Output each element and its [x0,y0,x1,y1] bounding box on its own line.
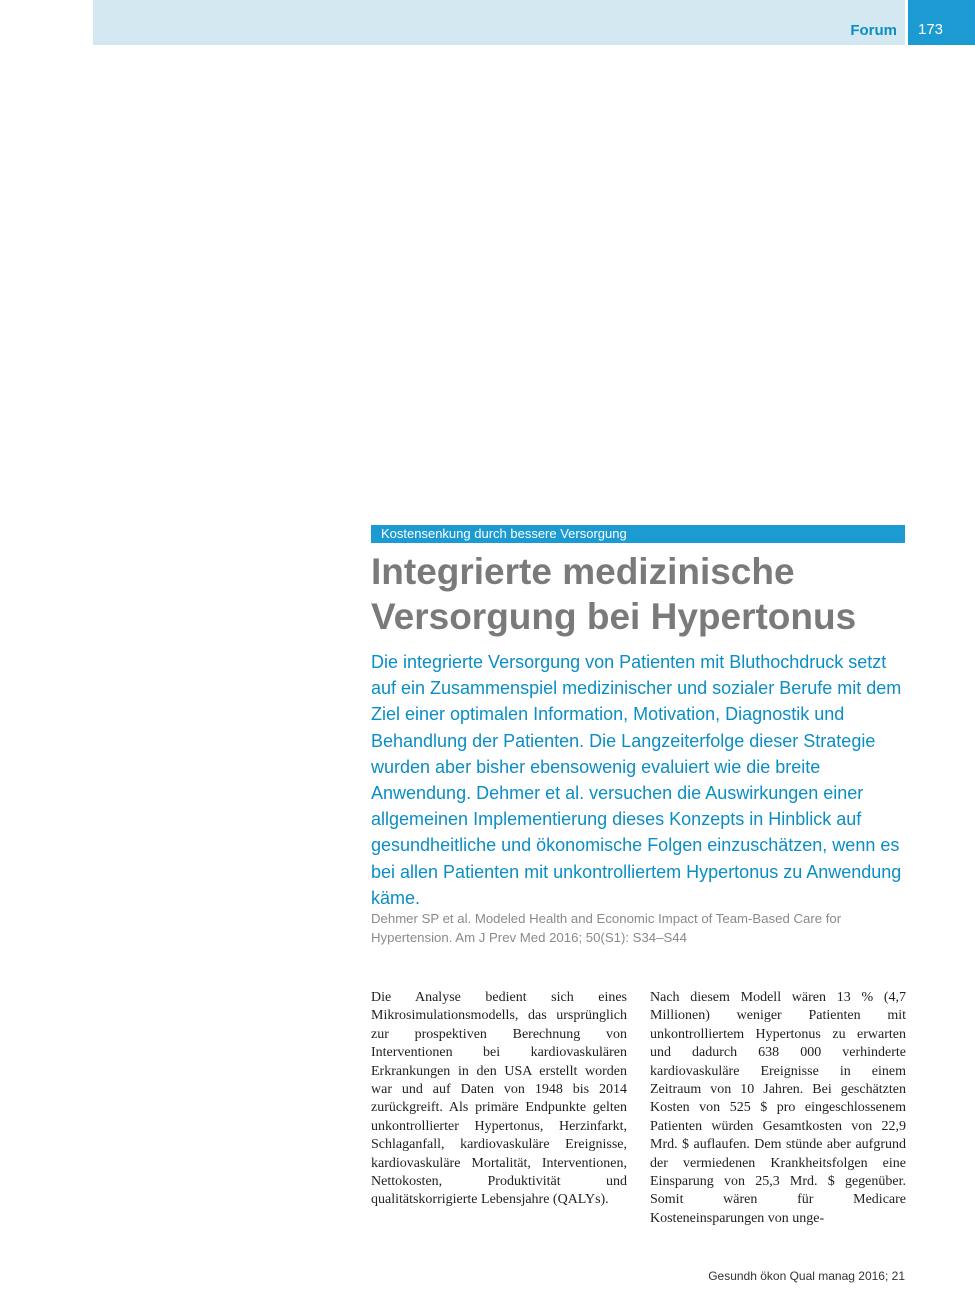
page-number: 173 [918,21,944,38]
body-column-left: Die Analyse bedient sich eines Mikrosimulationsmodells, das ursprünglich zur prospektiven Berechnung von Interventionen bei kardiovaskulären Erkrankungen in den USA erstellt worden war und auf Daten von 1948 bis 2014 zurückgreift. Als primäre Endpunkte gelten unkontrollierter Hypertonus, Herzinfarkt, Schlaganfall, kardiovaskuläre Ereignisse, kardiovaskuläre Mortalität, Interventionen, Nettokosten, Produktivität und qualitätskorrigierte Lebensjahre (QALYs). [371,990,627,1208]
title-line-2: Versorgung bei Hypertonus [371,596,857,637]
article-lead: Die integrierte Versorgung von Patienten mit Bluthochdruck setzt auf ein Zusammenspiel medizinischer und sozialer Berufe mit dem Ziel einer optimalen Information, Motivation, Diagnostik und Behandlung der Patienten. Die Langzeiterfolge dieser Strategie wurden aber bisher ebensowenig evaluiert wie die breite Anwendung. Dehmer et al. versuchen die Auswirkungen einer allgemeinen Implementierung dieses Konzepts in Hinblick auf gesundheitliche und ökonomische Folgen einzuschätzen, wenn es bei allen Patienten mit unkontrolliertem Hypertonus zu Anwendung käme. [371,652,902,908]
article-title [371,549,905,639]
header-band [93,0,905,45]
title-line-1: Integrierte medizinische [371,551,795,592]
article-reference: Dehmer SP et al. Modeled Health and Economic Impact of Team-Based Care for Hypertension. Am J Prev Med 2016; 50(S1): S34–S44 [371,911,842,945]
article-kicker: Kostensenkung durch bessere Versorgung [371,525,905,543]
page-number-box [908,0,975,45]
body-column-right: Nach diesem Modell wären 13 % (4,7 Millionen) weniger Patienten mit unkontrolliertem Hypertonus zu erwarten und dadurch 638 000 verhinderte kardiovaskuläre Ereignisse in einem Zeitraum von 10 Jahren. Bei geschätzten Kosten von 525 $ pro eingeschlossenem Patienten würden Gesamtkosten von 22,9 Mrd. $ auflaufen. Dem stünde aber aufgrund der vermiedenen Krankheitsfolgen eine Einsparung von 25,3 Mrd. $ gegenüber. Somit wären für Medicare Kosteneinsparungen von unge- [650,990,906,1226]
section-label: Forum [850,22,897,39]
footer-citation: Gesundh ökon Qual manag 2016; 21 [708,1269,905,1283]
